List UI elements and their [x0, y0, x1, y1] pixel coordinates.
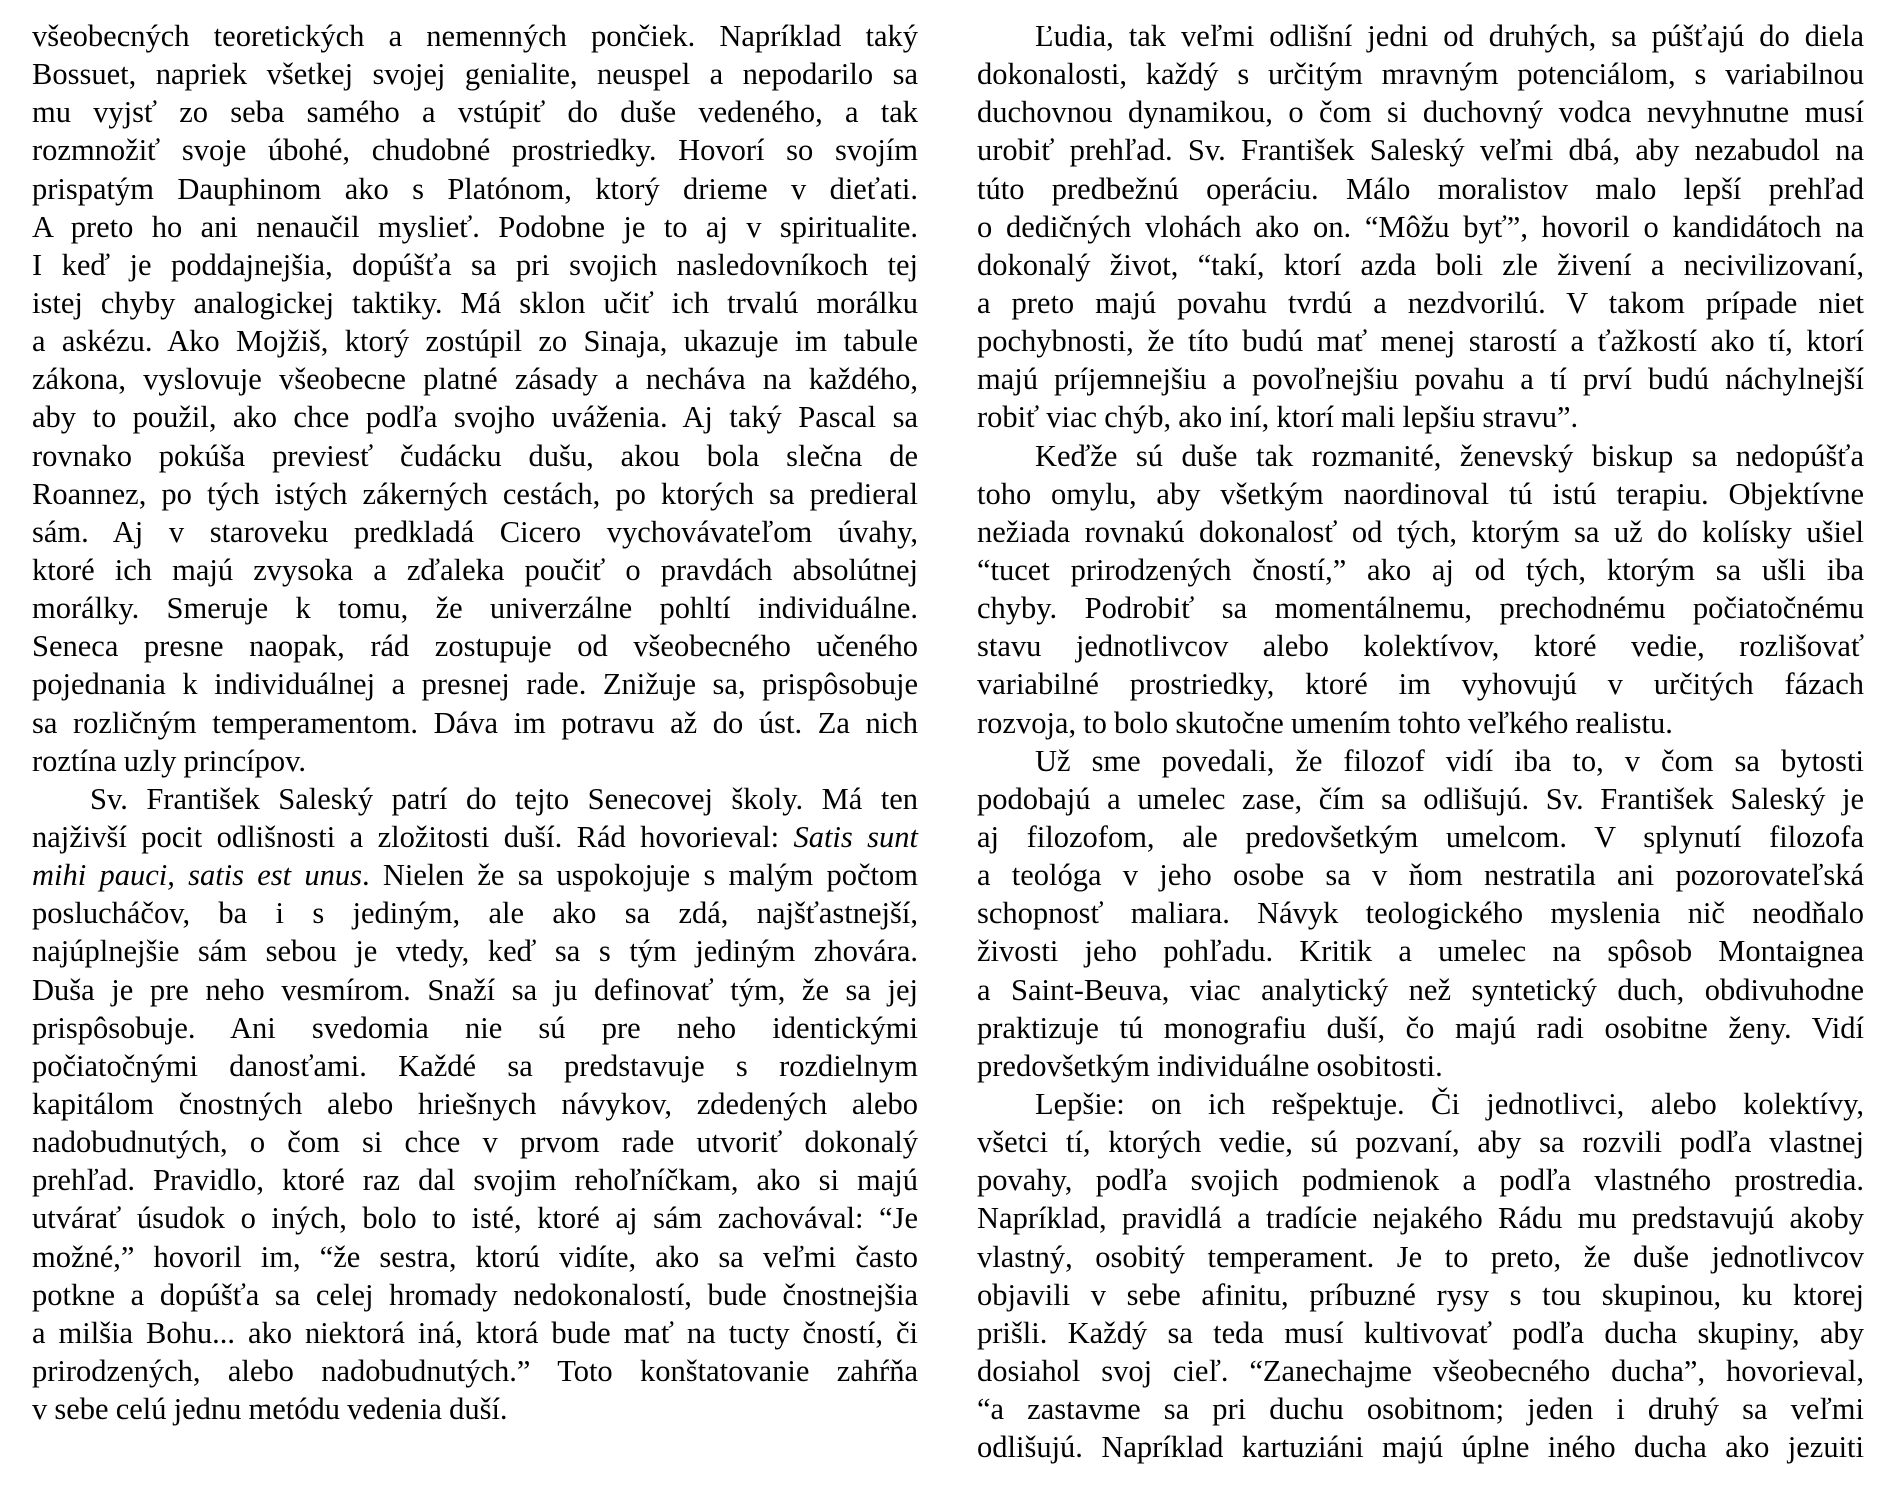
text-line [32, 1238, 918, 1276]
text-segment: prispatým Dauphinom ako s Platónom, ktorý drieme v dieťati. [32, 171, 918, 206]
text-segment: a milšia Bohu... ako niektorá iná, ktorá bude mať na tucty čností, či [32, 1315, 918, 1350]
text-segment: . Nielen že sa uspokojuje s malým počtom [362, 858, 918, 893]
text-segment: aj filozofom, ale predovšetkým umelcom. V splynutí filozofa [977, 819, 1864, 854]
text-line [32, 1161, 918, 1199]
text-line [977, 1123, 1864, 1161]
text-line [977, 1428, 1864, 1466]
text-line [32, 1123, 918, 1161]
text-line [977, 284, 1864, 322]
text-segment: objavili v sebe afinitu, príbuzné rysy s tou skupinou, ku ktorej [977, 1277, 1864, 1312]
text-line [32, 1390, 918, 1428]
text-segment: aby to použil, ako chce podľa svojho uváženia. Aj taký Pascal sa [32, 400, 918, 435]
text-line [977, 55, 1864, 93]
right-text-column [977, 17, 1864, 1466]
text-line [977, 589, 1864, 627]
text-line [32, 246, 918, 284]
text-line [977, 17, 1864, 55]
text-segment: všetci tí, ktorých vedie, sú pozvaní, aby sa rozvili podľa vlastnej [977, 1125, 1864, 1160]
text-segment: pochybnosti, že títo budú mať menej starostí a ťažkostí ako tí, ktorí [977, 324, 1864, 359]
text-line [977, 780, 1864, 818]
text-segment: a preto majú povahu tvrdú a nezdvorilú. V takom prípade niet [977, 285, 1864, 320]
text-line [32, 131, 918, 169]
paragraph [977, 437, 1864, 742]
text-line [32, 513, 918, 551]
text-segment: a askézu. Ako Mojžiš, ktorý zostúpil zo Sinaja, ukazuje im tabule [32, 324, 918, 359]
text-segment: najživší pocit odlišnosti a zložitosti duší. Rád hovorieval: [32, 819, 794, 854]
text-line [977, 971, 1864, 1009]
text-segment: zákona, vyslovuje všeobecne platné zásady a necháva na každého, [32, 362, 918, 397]
text-line [977, 1352, 1864, 1390]
text-segment: sa rozličným temperamentom. Dáva im potravu až do úst. Za nich [32, 705, 918, 740]
text-segment: duchovnou dynamikou, o čom si duchovný vodca nevyhnutne musí [977, 95, 1864, 130]
text-line [32, 856, 918, 894]
text-line [977, 627, 1864, 665]
italic-latin-quote: Satis sunt [793, 819, 918, 854]
italic-latin-quote: mihi pauci, satis est unus [32, 858, 362, 893]
text-segment: Seneca presne naopak, rád zostupuje od všeobecného učeného [32, 629, 918, 664]
text-line [32, 1009, 918, 1047]
text-segment: Napríklad, pravidlá a tradície nejakého Rádu mu predstavujú akoby [977, 1201, 1864, 1236]
text-segment: Ľudia, tak veľmi odlišní jedni od druhých, sa púšťajú do diela [1035, 19, 1864, 53]
text-segment: robiť viac chýb, ako iní, ktorí mali lepšiu stravu”. [977, 400, 1579, 435]
text-segment: najúplnejšie sám sebou je vtedy, keď sa s tým jediným zhovára. [32, 934, 918, 969]
text-segment: schopnosť maliara. Návyk teologického myslenia nič neodňalo [977, 896, 1864, 931]
text-line [32, 780, 918, 818]
text-segment: ktoré ich majú zvysoka a zďaleka poučiť o pravdách absolútnej [32, 552, 918, 587]
text-line [977, 322, 1864, 360]
text-segment: Roannez, po tých istých zákerných cestách, po ktorých sa predieral [32, 476, 918, 511]
text-line [977, 1390, 1864, 1428]
text-segment: Bossuet, napriek všetkej svojej genialite, neuspel a nepodarilo sa [32, 57, 918, 92]
text-segment: I keď je poddajnejšia, dopúšťa sa pri svojich nasledovníkoch tej [32, 247, 918, 282]
text-line [977, 513, 1864, 551]
text-line [32, 208, 918, 246]
text-segment: sám. Aj v staroveku predkladá Cicero vychovávateľom úvahy, [32, 514, 918, 549]
paragraph [977, 1085, 1864, 1466]
text-segment: predovšetkým individuálne osobitosti. [977, 1048, 1443, 1083]
text-segment: a teológa v jeho osobe sa v ňom nestratila ani pozorovateľská [977, 858, 1864, 893]
text-line [977, 93, 1864, 131]
text-line [977, 208, 1864, 246]
text-segment: mu vyjsť zo seba samého a vstúpiť do duše vedeného, a tak [32, 95, 918, 130]
text-line [32, 932, 918, 970]
text-segment: nadobudnutých, o čom si chce v prvom rade utvoriť dokonalý [32, 1125, 918, 1160]
text-segment: v sebe celú jednu metódu vedenia duší. [32, 1392, 508, 1427]
text-segment: možné,” hovoril im, “že sestra, ktorú vidíte, ako sa veľmi často [32, 1239, 918, 1274]
text-line [32, 17, 918, 55]
text-line [32, 1314, 918, 1352]
text-segment: dokonalý život, “takí, ktorí azda boli zle živení a necivilizovaní, [977, 247, 1864, 282]
text-segment: o dedičných vlohách ako on. “Môžu byť”, hovoril o kandidátoch na [977, 209, 1864, 244]
text-segment: chyby. Podrobiť sa momentálnemu, prechodnému počiatočnému [977, 591, 1864, 626]
text-line [32, 665, 918, 703]
text-line [977, 932, 1864, 970]
text-line [32, 322, 918, 360]
text-segment: Sv. František Saleský patrí do tejto Senecovej školy. Má ten [90, 781, 918, 816]
text-line [977, 856, 1864, 894]
text-line [32, 894, 918, 932]
text-line [977, 1276, 1864, 1314]
text-segment: Lepšie: on ich rešpektuje. Či jednotlivci, alebo kolektívy, [1035, 1086, 1864, 1121]
left-text-column [32, 17, 918, 1428]
text-segment: a Saint-Beuva, viac analytický než syntetický duch, obdivuhodne [977, 972, 1864, 1007]
text-segment: prišli. Každý sa teda musí kultivovať podľa ducha skupiny, aby [977, 1315, 1864, 1350]
text-line [977, 360, 1864, 398]
text-segment: prirodzených, alebo nadobudnutých.” Toto konštatovanie zahŕňa [32, 1353, 918, 1388]
text-line [32, 1276, 918, 1314]
text-line [32, 1085, 918, 1123]
text-line [977, 818, 1864, 856]
text-segment: Už sme povedali, že filozof vidí iba to, v čom sa bytosti [1035, 743, 1864, 778]
text-line [32, 1047, 918, 1085]
text-segment: Duša je pre neho vesmírom. Snaží sa ju definovať tým, že sa jej [32, 972, 918, 1007]
text-segment: Keďže sú duše tak rozmanité, ženevský biskup sa nedopúšťa [1035, 438, 1864, 473]
paragraph [32, 17, 918, 780]
text-line [32, 742, 918, 780]
text-segment: potkne a dopúšťa sa celej hromady nedokonalostí, bude čnostnejšia [32, 1277, 918, 1312]
text-line [977, 1009, 1864, 1047]
paragraph [32, 780, 918, 1428]
text-segment: povahy, podľa svojich podmienok a podľa vlastného prostredia. [977, 1163, 1864, 1198]
text-segment: poslucháčov, ba i s jediným, ale ako sa zdá, najšťastnejší, [32, 896, 918, 931]
text-line [977, 894, 1864, 932]
text-line [32, 1199, 918, 1237]
text-segment: istej chyby analogickej taktiky. Má sklon učiť ich trvalú morálku [32, 285, 918, 320]
text-line [32, 475, 918, 513]
text-line [32, 551, 918, 589]
text-segment: majú príjemnejšiu a povoľnejšiu povahu a tí prví budú náchylnejší [977, 362, 1864, 397]
text-segment: počiatočnými danosťami. Každé sa predstavuje s rozdielnym [32, 1048, 918, 1083]
paragraph [977, 17, 1864, 437]
text-line [32, 170, 918, 208]
text-segment: nežiada rovnakú dokonalosť od tých, ktorým sa už do kolísky ušiel [977, 514, 1864, 549]
text-segment: roztína uzly princípov. [32, 743, 306, 778]
text-segment: urobiť prehľad. Sv. František Saleský veľmi dbá, aby nezabudol na [977, 133, 1864, 168]
text-segment: prispôsobuje. Ani svedomia nie sú pre neho identickými [32, 1010, 918, 1045]
text-line [977, 1238, 1864, 1276]
text-line [32, 971, 918, 1009]
text-line [32, 437, 918, 475]
text-segment: “a zastavme sa pri duchu osobitnom; jeden i druhý sa veľmi [977, 1392, 1864, 1427]
text-line [32, 589, 918, 627]
text-segment: rozvoja, to bolo skutočne umením tohto veľkého realistu. [977, 705, 1673, 740]
text-line [32, 818, 918, 856]
paragraph [977, 742, 1864, 1085]
text-line [977, 437, 1864, 475]
text-line [32, 360, 918, 398]
text-segment: morálky. Smeruje k tomu, že univerzálne pohltí individuálne. [32, 591, 918, 626]
text-line [977, 246, 1864, 284]
text-segment: prehľad. Pravidlo, ktoré raz dal svojim rehoľníčkam, ako si majú [32, 1163, 918, 1198]
text-line [32, 704, 918, 742]
text-segment: pojednania k individuálnej a presnej rade. Znižuje sa, prispôsobuje [32, 667, 918, 702]
text-line [977, 1085, 1864, 1123]
text-segment: stavu jednotlivcov alebo kolektívov, ktoré vedie, rozlišovať [977, 629, 1864, 664]
text-segment: A preto ho ani nenaučil myslieť. Podobne je to aj v spiritualite. [32, 209, 918, 244]
text-line [977, 131, 1864, 169]
text-line [32, 398, 918, 436]
text-segment: dokonalosti, každý s určitým mravným potenciálom, s variabilnou [977, 57, 1864, 92]
text-segment: “tucet prirodzených čností,” ako aj od tých, ktorým sa ušli iba [977, 552, 1864, 587]
text-segment: kapitálom čnostných alebo hriešnych návykov, zdedených alebo [32, 1086, 918, 1121]
text-segment: vlastný, osobitý temperament. Je to preto, že duše jednotlivcov [977, 1239, 1864, 1274]
text-segment: rovnako pokúša previesť čudácku dušu, akou bola slečna de [32, 438, 918, 473]
text-segment: podobajú a umelec zase, čím sa odlišujú. Sv. František Saleský je [977, 781, 1864, 816]
text-line [32, 627, 918, 665]
text-segment: variabilné prostriedky, ktoré im vyhovujú v určitých fázach [977, 667, 1864, 702]
text-line [977, 170, 1864, 208]
text-line [977, 704, 1864, 742]
text-line [32, 55, 918, 93]
text-segment: túto predbežnú operáciu. Málo moralistov malo lepší prehľad [977, 171, 1864, 206]
text-line [977, 1199, 1864, 1237]
text-line [977, 551, 1864, 589]
text-line [977, 742, 1864, 780]
text-line [977, 475, 1864, 513]
text-segment: praktizuje tú monografiu duší, čo majú radi osobitne ženy. Vidí [977, 1010, 1864, 1045]
text-line [977, 1047, 1864, 1085]
text-segment: dosiahol svoj cieľ. “Zanechajme všeobecného ducha”, hovorieval, [977, 1353, 1864, 1388]
text-line [32, 1352, 918, 1390]
text-line [977, 1161, 1864, 1199]
text-segment: toho omylu, aby všetkým naordinoval tú istú terapiu. Objektívne [977, 476, 1864, 511]
text-segment: živosti jeho pohľadu. Kritik a umelec na spôsob Montaignea [977, 934, 1864, 969]
text-segment: utvárať úsudok o iných, bolo to isté, ktoré aj sám zachovával: “Je [32, 1201, 918, 1236]
text-line [977, 398, 1864, 436]
text-segment: všeobecných teoretických a nemenných pončiek. Napríklad taký [32, 19, 918, 53]
text-segment: rozmnožiť svoje úbohé, chudobné prostriedky. Hovorí so svojím [32, 133, 918, 168]
text-line [32, 284, 918, 322]
text-line [977, 1314, 1864, 1352]
text-segment: odlišujú. Napríklad kartuziáni majú úplne iného ducha ako jezuiti [977, 1430, 1864, 1465]
text-line [32, 93, 918, 131]
text-line [977, 665, 1864, 703]
